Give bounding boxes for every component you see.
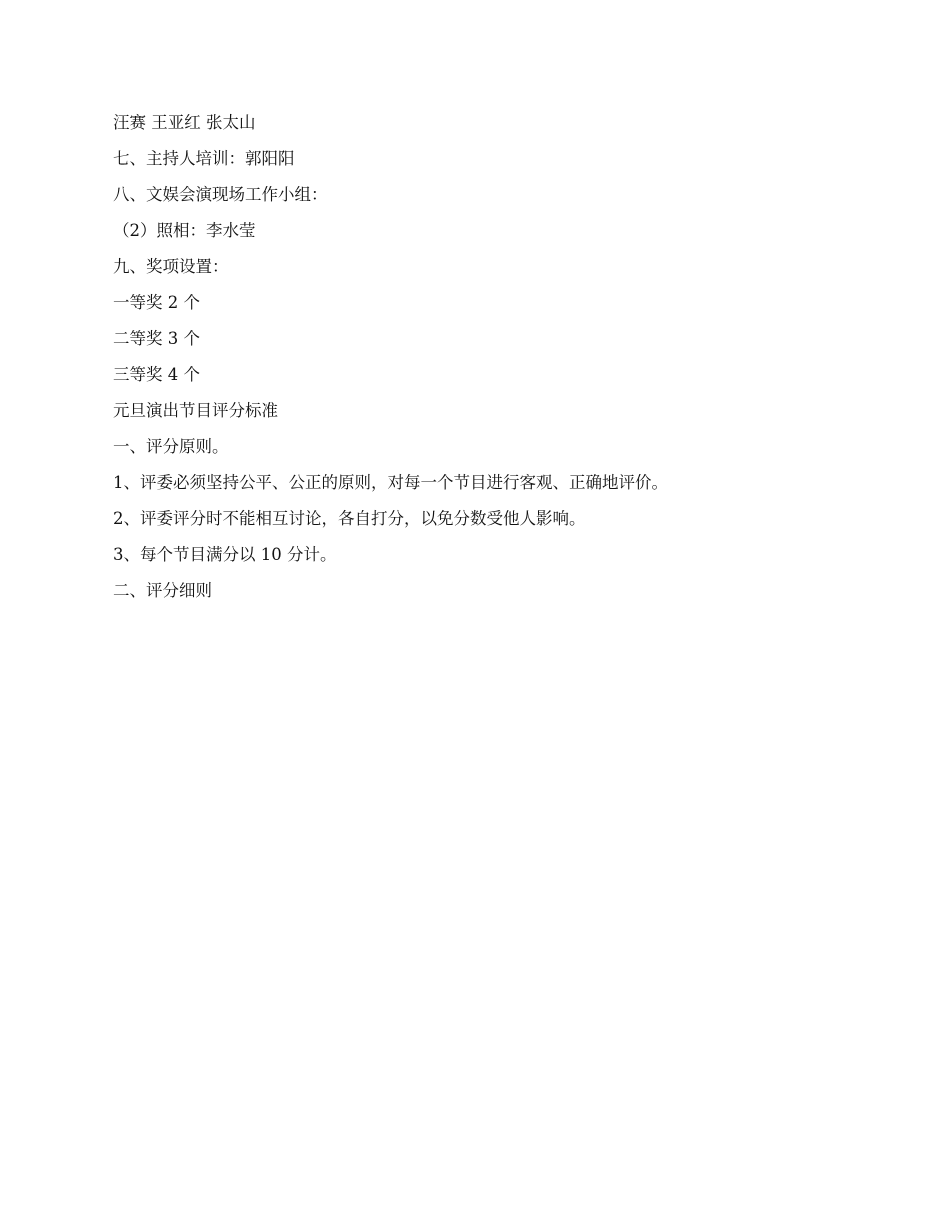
document-body: [113, 110, 873, 614]
photography-line: （2）照相：李水莹: [113, 221, 256, 240]
awards-heading: 九、奖项设置：: [113, 257, 229, 276]
scoring-standard-title: 元旦演出节目评分标准: [113, 401, 278, 420]
second-prize-line: 二等奖 3 个: [113, 329, 200, 348]
principle-3: 3、每个节目满分以 10 分计。: [113, 545, 337, 564]
performance-team-heading: 八、文娱会演现场工作小组：: [113, 185, 328, 204]
principle-2: 2、评委评分时不能相互讨论，各自打分，以免分数受他人影响。: [113, 509, 586, 528]
third-prize-line: 三等奖 4 个: [113, 365, 200, 384]
host-training-line: 七、主持人培训：郭阳阳: [113, 149, 295, 168]
scoring-details-heading: 二、评分细则: [113, 581, 212, 600]
judges-names-line: 汪赛 王亚红 张太山: [113, 113, 256, 132]
principle-1: 1、评委必须坚持公平、公正的原则，对每一个节目进行客观、正确地评价。: [113, 473, 668, 492]
scoring-principles-heading: 一、评分原则。: [113, 437, 229, 456]
first-prize-line: 一等奖 2 个: [113, 293, 200, 312]
